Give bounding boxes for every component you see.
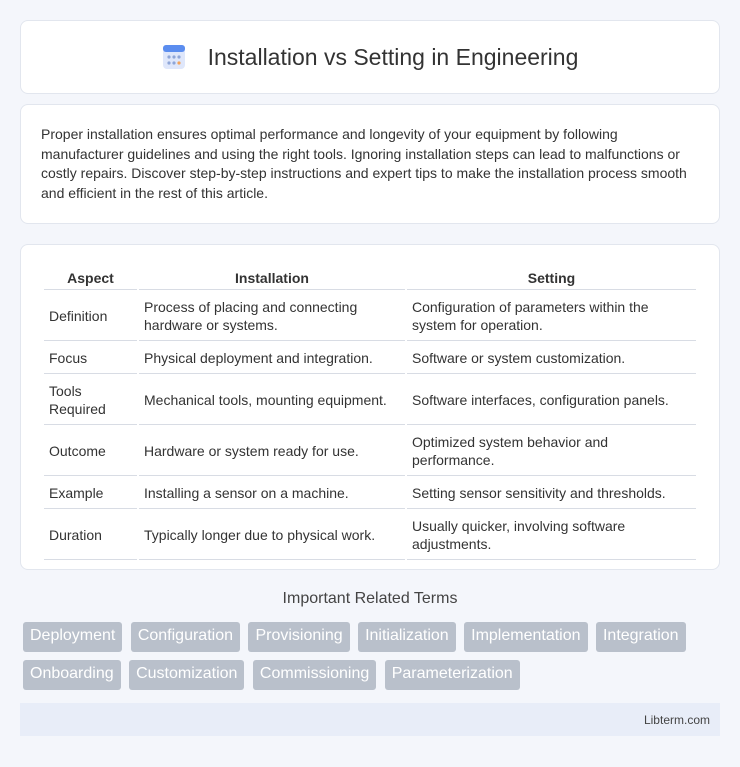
comparison-card: [20, 244, 720, 570]
table-cell: Optimized system behavior and performance.: [407, 427, 696, 476]
table-row: [44, 292, 696, 341]
table-row: [44, 376, 696, 425]
related-term-tag[interactable]: Customization: [129, 660, 244, 690]
related-term-tag[interactable]: Parameterization: [385, 660, 520, 690]
table-row: [44, 427, 696, 476]
related-terms-list: [23, 622, 723, 698]
table-cell: Outcome: [44, 427, 137, 476]
table-cell: Hardware or system ready for use.: [139, 427, 405, 476]
table-cell: Configuration of parameters within the system for operation.: [407, 292, 696, 341]
document-icon: [162, 44, 186, 70]
table-cell: Focus: [44, 343, 137, 374]
table-cell: Setting sensor sensitivity and thresholds.: [407, 478, 696, 509]
table-row: [44, 478, 696, 509]
table-cell: Usually quicker, involving software adjustments.: [407, 511, 696, 560]
table-cell: Definition: [44, 292, 137, 341]
footer: [20, 703, 720, 736]
table-cell: Tools Required: [44, 376, 137, 425]
related-term-tag[interactable]: Commissioning: [253, 660, 376, 690]
table-cell: Process of placing and connecting hardware or systems.: [139, 292, 405, 341]
related-term-tag[interactable]: Initialization: [358, 622, 456, 652]
table-header-setting: Setting: [407, 267, 696, 290]
table-cell: Example: [44, 478, 137, 509]
related-term-tag[interactable]: Implementation: [464, 622, 587, 652]
table-cell: Software or system customization.: [407, 343, 696, 374]
table-cell: Physical deployment and integration.: [139, 343, 405, 374]
footer-site-link[interactable]: Libterm.com: [643, 713, 710, 727]
table-row: [44, 343, 696, 374]
table-cell: Installing a sensor on a machine.: [139, 478, 405, 509]
table-header-aspect: Aspect: [44, 267, 137, 290]
intro-card: [20, 104, 720, 224]
related-term-tag[interactable]: Onboarding: [23, 660, 121, 690]
table-cell: Typically longer due to physical work.: [139, 511, 405, 560]
table-cell: Duration: [44, 511, 137, 560]
table-row: [44, 511, 696, 560]
table-cell: Mechanical tools, mounting equipment.: [139, 376, 405, 425]
related-term-tag[interactable]: Deployment: [23, 622, 122, 652]
related-term-tag[interactable]: Integration: [596, 622, 686, 652]
table-header-installation: Installation: [139, 267, 405, 290]
comparison-table: [42, 265, 698, 562]
related-term-tag[interactable]: Provisioning: [248, 622, 349, 652]
related-terms-title: Important Related Terms: [282, 590, 458, 607]
related-term-tag[interactable]: Configuration: [131, 622, 240, 652]
page-title: Installation vs Setting in Engineering: [207, 43, 579, 70]
intro-text: Proper installation ensures optimal performance and longevity of your equipment by following manufacturer guidelines and using the right tools. Ignoring installation steps can lead to malfunctions or costly repairs. Discover step-by-step instructions and expert tips to make the installation process smooth and efficient in the rest of this article.: [41, 126, 687, 201]
header-card: [20, 20, 720, 94]
table-cell: Software interfaces, configuration panels.: [407, 376, 696, 425]
